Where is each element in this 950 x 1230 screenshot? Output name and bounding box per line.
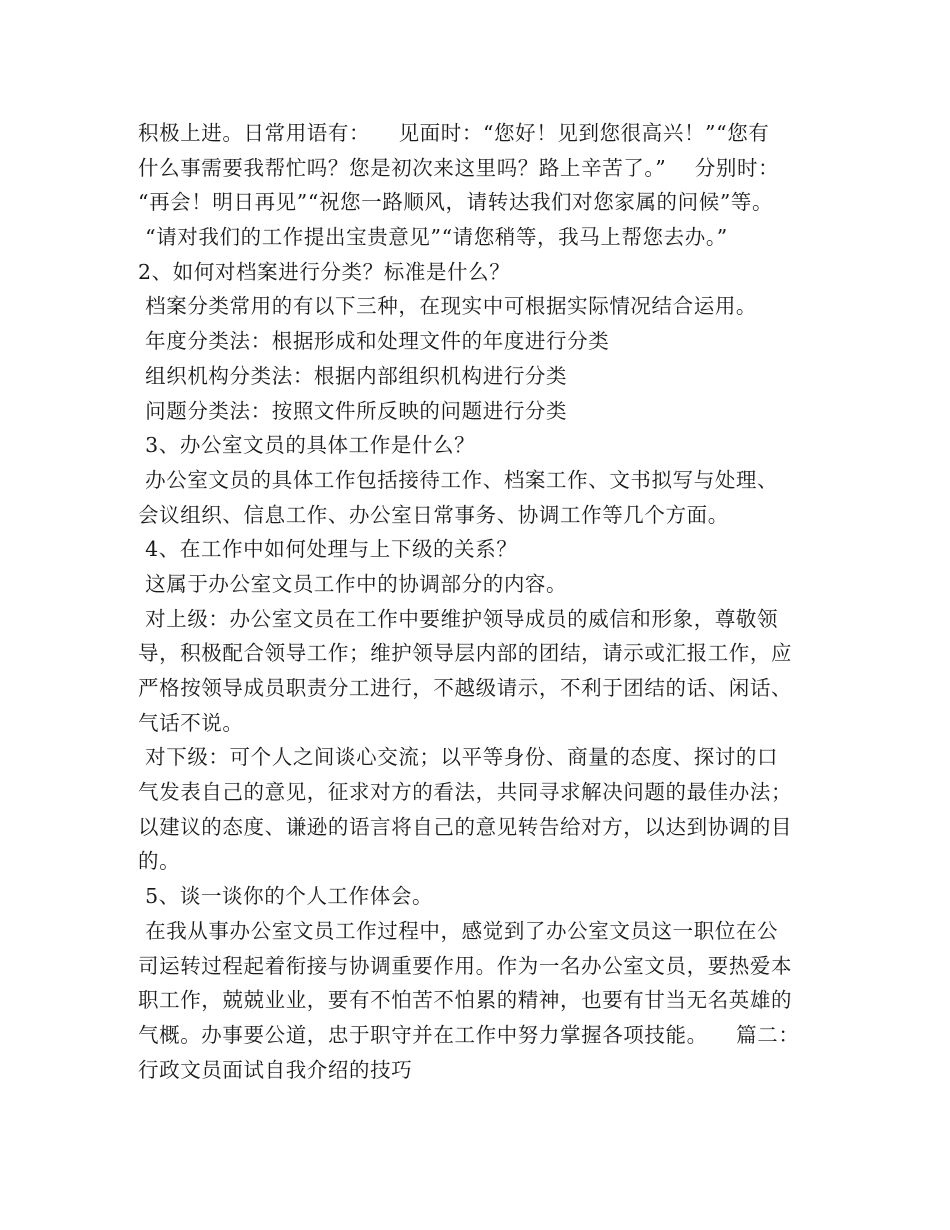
text-line: 积极上进。日常用语有： 见面时：“您好！见到您很高兴！”“您有	[138, 121, 770, 145]
text-line: 问题分类法：按照文件所反映的问题进行分类	[138, 398, 568, 423]
text-line: 办公室文员的具体工作包括接待工作、档案工作、文书拟写与处理、	[138, 467, 779, 492]
text-line: 司运转过程起着衔接与协调重要作用。作为一名办公室文员，要热爱本	[138, 953, 793, 978]
section-title: 行政文员面试自我介绍的技巧	[138, 1057, 413, 1082]
text-line: “请对我们的工作提出宝贵意见”“请您稍等，我马上帮您去办。”	[138, 225, 728, 250]
text-line: 这属于办公室文员工作中的协调部分的内容。	[138, 571, 568, 596]
text-line: 以建议的态度、谦逊的语言将自己的意见转告给对方，以达到协调的目	[138, 814, 793, 839]
question-heading: 3、办公室文员的具体工作是什么？	[138, 433, 476, 458]
text-line: 什么事需要我帮忙吗？您是初次来这里吗？路上辛苦了。” 分别时：	[138, 155, 780, 180]
question-heading: 4、在工作中如何处理与上下级的关系？	[138, 537, 518, 562]
question-heading: 2、如何对档案进行分类？标准是什么？	[138, 259, 511, 284]
text-line: 年度分类法：根据形成和处理文件的年度进行分类	[138, 329, 610, 354]
text-line: 在我从事办公室文员工作过程中，感觉到了办公室文员这一职位在公	[138, 918, 779, 943]
question-heading: 5、谈一谈你的个人工作体会。	[138, 884, 434, 909]
text-line: 导，积极配合领导工作；维护领导层内部的团结，请示或汇报工作，应	[138, 641, 793, 666]
text-line: 气话不说。	[138, 710, 244, 735]
text-line: 对下级：可个人之间谈心交流；以平等身份、商量的态度、探讨的口	[138, 745, 779, 770]
text-line: “再会！明日再见”“祝您一路顺风，请转达我们对您家属的问候”等。	[138, 190, 774, 215]
text-line: 的。	[138, 849, 181, 874]
text-line: 职工作，兢兢业业，要有不怕苦不怕累的精神，也要有甘当无名英雄的	[138, 988, 793, 1013]
text-line: 会议组织、信息工作、办公室日常事务、协调工作等几个方面。	[138, 502, 729, 527]
body-text	[138, 116, 828, 1087]
text-line: 严格按领导成员职责分工进行，不越级请示，不利于团结的话、闲话、	[138, 676, 793, 700]
text-line: 档案分类常用的有以下三种，在现实中可根据实际情况结合运用。	[138, 294, 758, 319]
text-line: 气发表自己的意见，征求对方的看法，共同寻求解决问题的最佳办法；	[138, 780, 793, 805]
text-line: 对上级：办公室文员在工作中要维护领导成员的威信和形象，尊敬领	[138, 606, 779, 631]
text-line: 气概。办事要公道，忠于职守并在工作中努力掌握各项技能。 篇二：	[138, 1022, 800, 1047]
text-line: 组织机构分类法：根据内部组织机构进行分类	[138, 363, 568, 388]
